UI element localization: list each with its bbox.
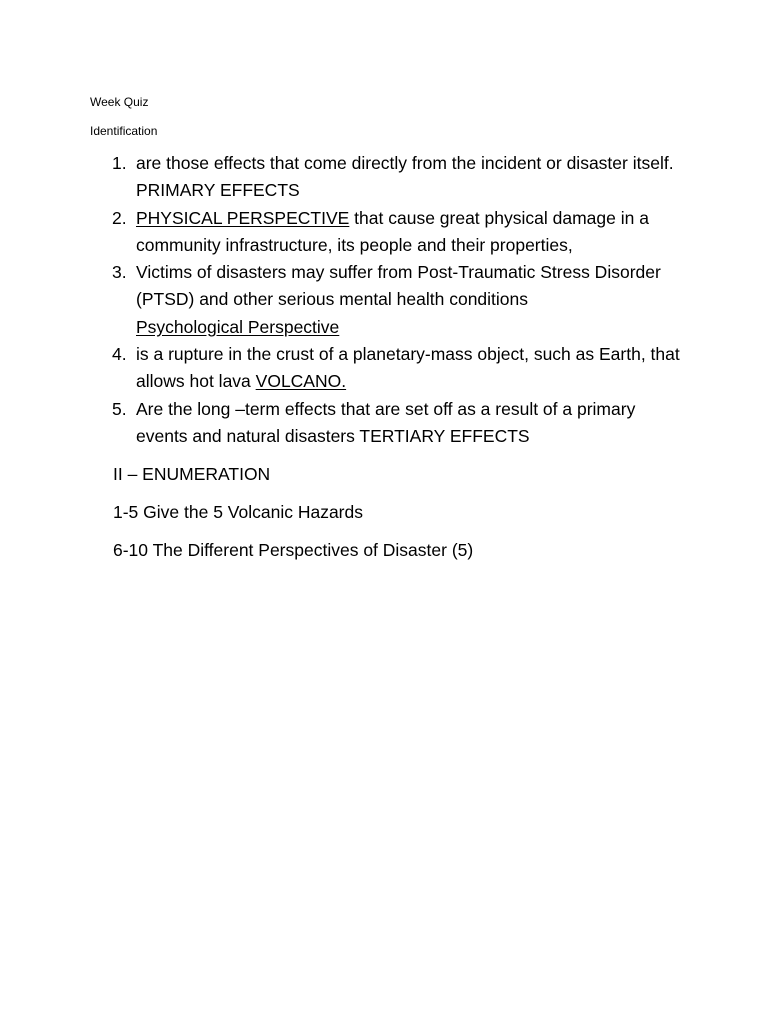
- enumeration-heading: II – ENUMERATION: [113, 464, 271, 484]
- identification-list: [112, 150, 682, 450]
- identification-item-2: [112, 205, 682, 260]
- enumeration-volcanic-hazards: 1-5 Give the 5 Volcanic Hazards: [113, 502, 363, 522]
- identification-item-5: [112, 396, 682, 451]
- identification-item-1: [112, 150, 682, 205]
- item-number: 5.: [112, 398, 127, 419]
- item-number: 4.: [112, 344, 127, 365]
- identification-item-3: [112, 259, 682, 341]
- item-text: are those effects that come directly from the incident or disaster itself. PRIMARY EFFECTS: [136, 153, 674, 201]
- item-text: Victims of disasters may suffer from Post-Traumatic Stress Disorder (PTSD) and other serious mental health conditions: [136, 262, 661, 310]
- enumeration-disaster-perspectives: 6-10 The Different Perspectives of Disaster (5): [113, 540, 474, 560]
- week-quiz-title: Week Quiz: [90, 95, 149, 109]
- identification-item-4: [112, 341, 682, 396]
- underlined-answer: PHYSICAL PERSPECTIVE: [136, 207, 350, 228]
- item-text: is a rupture in the crust of a planetary-mass object, such as Earth, that allows hot lava: [136, 344, 680, 392]
- item-number: 3.: [112, 262, 127, 283]
- underlined-answer: VOLCANO.: [255, 371, 347, 392]
- item-number: 2.: [112, 207, 127, 228]
- underlined-answer: Psychological Perspective: [136, 316, 340, 337]
- item-number: 1.: [112, 153, 127, 173]
- item-text: that cause great physical damage in a community infrastructure, its people and their properties,: [136, 207, 649, 255]
- item-text: Are the long –term effects that are set off as a result of a primary events and natural disasters TERTIARY EFFECTS: [136, 398, 636, 446]
- identification-heading: Identification: [90, 124, 158, 138]
